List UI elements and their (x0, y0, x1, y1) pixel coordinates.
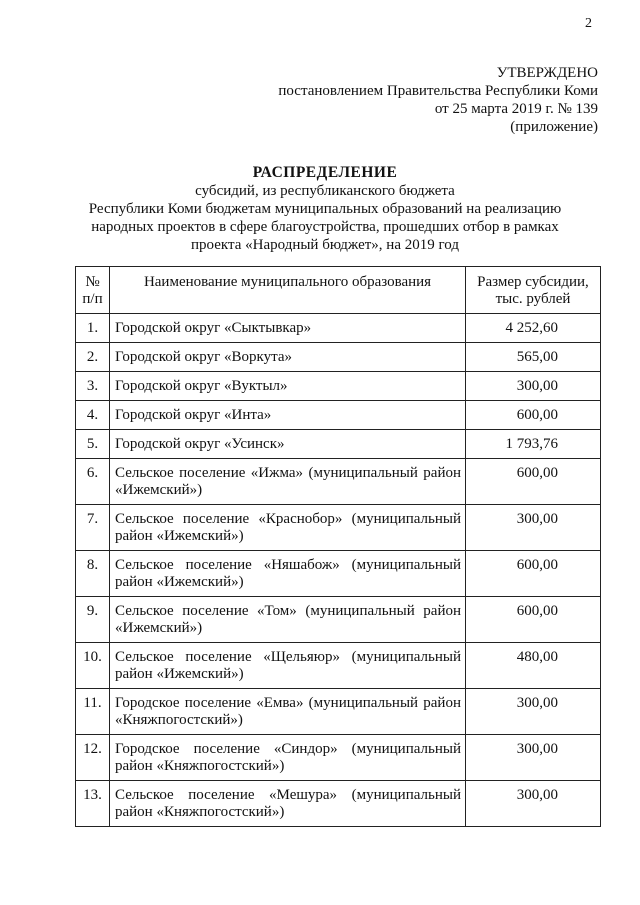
header-amount (466, 267, 601, 314)
table-row (76, 735, 601, 781)
row-number: 10. (76, 643, 110, 689)
title-heading: РАСПРЕДЕЛЕНИЕ (252, 164, 398, 181)
row-number: 13. (76, 781, 110, 827)
row-amount: 600,00 (466, 459, 601, 505)
row-amount: 300,00 (466, 505, 601, 551)
row-amount: 300,00 (466, 781, 601, 827)
table-row (76, 597, 601, 643)
row-name: Городской округ «Сыктывкар» (110, 314, 466, 343)
row-amount: 600,00 (466, 551, 601, 597)
row-name: Городской округ «Усинск» (110, 430, 466, 459)
table-row (76, 643, 601, 689)
row-amount: 600,00 (466, 401, 601, 430)
table-row (76, 551, 601, 597)
table-row (76, 343, 601, 372)
table-row (76, 505, 601, 551)
row-name: Городской округ «Воркута» (110, 343, 466, 372)
row-name: Сельское поселение «Няшабож» (муниципальный район «Ижемский») (110, 551, 466, 597)
row-amount: 480,00 (466, 643, 601, 689)
row-number: 8. (76, 551, 110, 597)
header-number-line-2: п/п (82, 291, 103, 307)
row-amount: 300,00 (466, 689, 601, 735)
title-line-1: субсидий, из республиканского бюджета (195, 183, 455, 199)
row-amount: 1 793,76 (466, 430, 601, 459)
row-number: 6. (76, 459, 110, 505)
table-row (76, 781, 601, 827)
approval-date: от 25 марта 2019 г. № 139 (434, 101, 598, 117)
document-title (70, 164, 580, 254)
header-number-line-1: № (85, 274, 100, 290)
row-number: 9. (76, 597, 110, 643)
approval-note: (приложение) (510, 119, 598, 135)
row-number: 7. (76, 505, 110, 551)
row-name: Сельское поселение «Мешура» (муниципальный район «Княжпогостский») (110, 781, 466, 827)
row-amount: 4 252,60 (466, 314, 601, 343)
page-number: 2 (585, 16, 592, 31)
table-row (76, 430, 601, 459)
header-amount-line-2: тыс. рублей (495, 291, 571, 307)
header-amount-line-1: Размер субсидии, (477, 274, 589, 290)
table-row (76, 372, 601, 401)
title-line-3: народных проектов в сфере благоустройства, прошедших отбор в рамках (91, 219, 559, 235)
row-name: Сельское поселение «Том» (муниципальный район «Ижемский») (110, 597, 466, 643)
row-name: Городское поселение «Емва» (муниципальный район «Княжпогостский») (110, 689, 466, 735)
row-amount: 300,00 (466, 735, 601, 781)
approval-stamp (278, 64, 598, 136)
row-name: Городской округ «Вуктыл» (110, 372, 466, 401)
header-number (76, 267, 110, 314)
title-line-2: Республики Коми бюджетам муниципальных образований на реализацию (88, 201, 562, 217)
row-name: Сельское поселение «Ижма» (муниципальный район «Ижемский») (110, 459, 466, 505)
approval-title: УТВЕРЖДЕНО (496, 65, 598, 81)
table-row (76, 314, 601, 343)
row-number: 1. (76, 314, 110, 343)
header-name (110, 267, 466, 314)
row-amount: 600,00 (466, 597, 601, 643)
row-number: 3. (76, 372, 110, 401)
table-header-row (76, 267, 601, 314)
header-name-label: Наименование муниципального образования (143, 274, 432, 290)
row-name: Сельское поселение «Краснобор» (муниципальный район «Ижемский») (110, 505, 466, 551)
row-number: 12. (76, 735, 110, 781)
title-line-4: проекта «Народный бюджет», на 2019 год (191, 237, 459, 253)
row-name: Городское поселение «Синдор» (муниципальный район «Княжпогостский») (110, 735, 466, 781)
row-amount: 565,00 (466, 343, 601, 372)
subsidies-table (75, 266, 601, 827)
approval-decree: постановлением Правительства Республики Коми (278, 83, 598, 99)
row-amount: 300,00 (466, 372, 601, 401)
row-number: 11. (76, 689, 110, 735)
row-number: 4. (76, 401, 110, 430)
row-number: 2. (76, 343, 110, 372)
table-row (76, 459, 601, 505)
row-name: Городской округ «Инта» (110, 401, 466, 430)
table-row (76, 401, 601, 430)
table-row (76, 689, 601, 735)
row-name: Сельское поселение «Щельяюр» (муниципальный район «Ижемский») (110, 643, 466, 689)
row-number: 5. (76, 430, 110, 459)
